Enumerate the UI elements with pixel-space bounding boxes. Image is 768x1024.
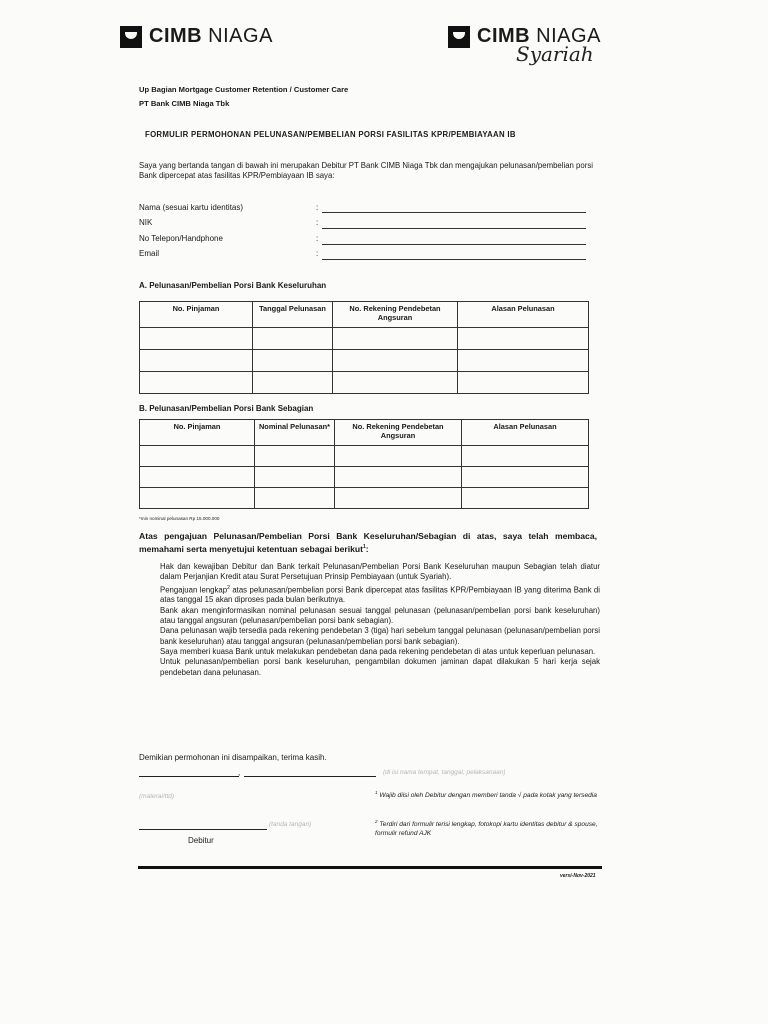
col-alasan-pelunasan: Alasan Pelunasan	[462, 420, 589, 446]
col-no-rekening: No. Rekening Pendebetan Angsuran	[335, 420, 462, 446]
table-row	[140, 488, 589, 509]
table-row	[140, 446, 589, 467]
debitur-label: Debitur	[188, 836, 214, 845]
place-date-hint: (di isi nama tempat, tanggal, pelaksanaan)	[383, 769, 506, 776]
field-label-telepon: No Telepon/Handphone	[139, 234, 223, 243]
syariah-script: Syariah	[516, 42, 594, 66]
field-colon: :	[316, 234, 319, 243]
list-item: Pengajuan lengkap$^2$ atas pelunasan/pembelian porsi Bank dipercepat atas fasilitas KPR/Pembiayaan IB yang diterima Bank di atas tanggal 15 akan diproses pada bulan berikutnya.	[160, 584, 601, 605]
footnote-1: $^1$ Wajib diisi oleh Debitur dengan memberi tanda √ pada kotak yang tersedia	[375, 790, 597, 800]
footnote-2: $^2$ Terdiri dari formulir terisi lengkap, fotokopi kartu identitas debitur & spouse, formulir refund AJK	[375, 819, 598, 837]
field-line-nik[interactable]	[322, 228, 586, 229]
col-alasan-pelunasan: Alasan Pelunasan	[458, 302, 589, 328]
col-no-rekening: No. Rekening Pendebetan Angsuran	[333, 302, 458, 328]
field-label-email: Email	[139, 249, 160, 258]
form-title: FORMULIR PERMOHONAN PELUNASAN/PEMBELIAN PORSI FASILITAS KPR/PEMBIAYAAN IB	[145, 130, 516, 139]
logo-left-text: CIMB NIAGA	[149, 25, 273, 47]
cimb-niaga-logo	[120, 25, 273, 48]
signature-hint: (tanda tangan)	[269, 821, 312, 828]
signature-line[interactable]	[139, 829, 267, 830]
section-b-table	[139, 419, 589, 509]
section-a-table	[139, 301, 589, 394]
intro-paragraph: Saya yang bertanda tangan di bawah ini merupakan Debitur PT Bank CIMB Niaga Tbk dan mengajukan pelunasan/pembelian porsi Bank dipercepat atas fasilitas KPR/Pembiayaan IB saya:	[139, 161, 593, 180]
section-b-title: B. Pelunasan/Pembelian Porsi Bank Sebagian	[139, 404, 314, 413]
col-no-pinjaman: No. Pinjaman	[140, 420, 255, 446]
field-colon: :	[316, 203, 319, 212]
field-line-email[interactable]	[322, 259, 586, 260]
col-tanggal-pelunasan: Tanggal Pelunasan	[253, 302, 333, 328]
addressee-line-2: PT Bank CIMB Niaga Tbk	[139, 99, 230, 108]
logo-right-text: CIMB NIAGA	[477, 25, 601, 47]
stamp-hint: (materai/ttd)	[139, 793, 175, 800]
col-nominal-pelunasan: Nominal Pelunasan*	[255, 420, 335, 446]
list-item: Dana pelunasan wajib tersedia pada rekening pendebetan 3 (tiga) hari sebelum tanggal pelunasan (pelunasan/pembelian porsi bank keseluruhan) atau tanggal angsuran (pelunasan/pembelian porsi bank sebagian).	[160, 626, 600, 646]
version-label: versi-Nov-2021	[560, 873, 596, 879]
agreement-paragraph: Atas pengajuan Pelunasan/Pembelian Porsi Bank Keseluruhan/Sebagian di atas, saya telah membaca, memahami serta menyetujui ketentuan sebagai berikut$^1$:	[139, 531, 597, 554]
cimb-niaga-syariah-logo	[448, 25, 601, 66]
place-line[interactable]	[139, 776, 239, 777]
field-colon: :	[316, 218, 319, 227]
cimb-logo-mark-icon	[120, 26, 142, 48]
field-label-nik: NIK	[139, 218, 153, 227]
section-a-title: A. Pelunasan/Pembelian Porsi Bank Keseluruhan	[139, 281, 327, 290]
cimb-logo-mark-icon	[448, 26, 470, 48]
terms-list	[160, 562, 600, 678]
closing-text: Demikian permohonan ini disampaikan, terima kasih.	[139, 753, 327, 762]
field-line-nama[interactable]	[322, 212, 586, 213]
list-item: Untuk pelunasan/pembelian porsi bank keseluruhan, pengambilan dokumen jaminan dapat dilakukan 5 hari kerja sejak pendebetan dana pelunasan.	[160, 657, 600, 677]
footer-rule	[138, 866, 602, 869]
list-item: Bank akan menginformasikan nominal pelunasan sesuai tanggal pelunasan (pelunasan/pembelian porsi bank keseluruhan) atau tanggal angsuran (pelunasan/pembelian porsi bank sebagian).	[160, 605, 600, 626]
comma: ,	[238, 768, 241, 777]
field-label-nama: Nama (sesuai kartu identitas)	[139, 203, 244, 212]
date-line[interactable]	[244, 776, 376, 777]
field-line-telepon[interactable]	[322, 244, 586, 245]
table-row	[140, 350, 589, 372]
min-nominal-note: *min nominal pelunasan Rp 15.000.000	[139, 516, 220, 521]
table-row	[140, 372, 589, 394]
col-no-pinjaman: No. Pinjaman	[140, 302, 253, 328]
table-row	[140, 328, 589, 350]
field-colon: :	[316, 249, 319, 258]
table-row	[140, 467, 589, 488]
list-item: Saya memberi kuasa Bank untuk melakukan pendebetan dana pada rekening pendebetan di atas untuk keperluan pelunasan.	[160, 646, 596, 656]
addressee-line-1: Up Bagian Mortgage Customer Retention / Customer Care	[139, 85, 349, 94]
list-item: Hak dan kewajiban Debitur dan Bank terkait Pelunasan/Pembelian Porsi Bank Keseluruhan maupun Sebagian telah diatur dalam Perjanjian Kredit atau Surat Persetujuan Prinsip Pembiayaan (untuk Syariah).	[160, 562, 600, 582]
